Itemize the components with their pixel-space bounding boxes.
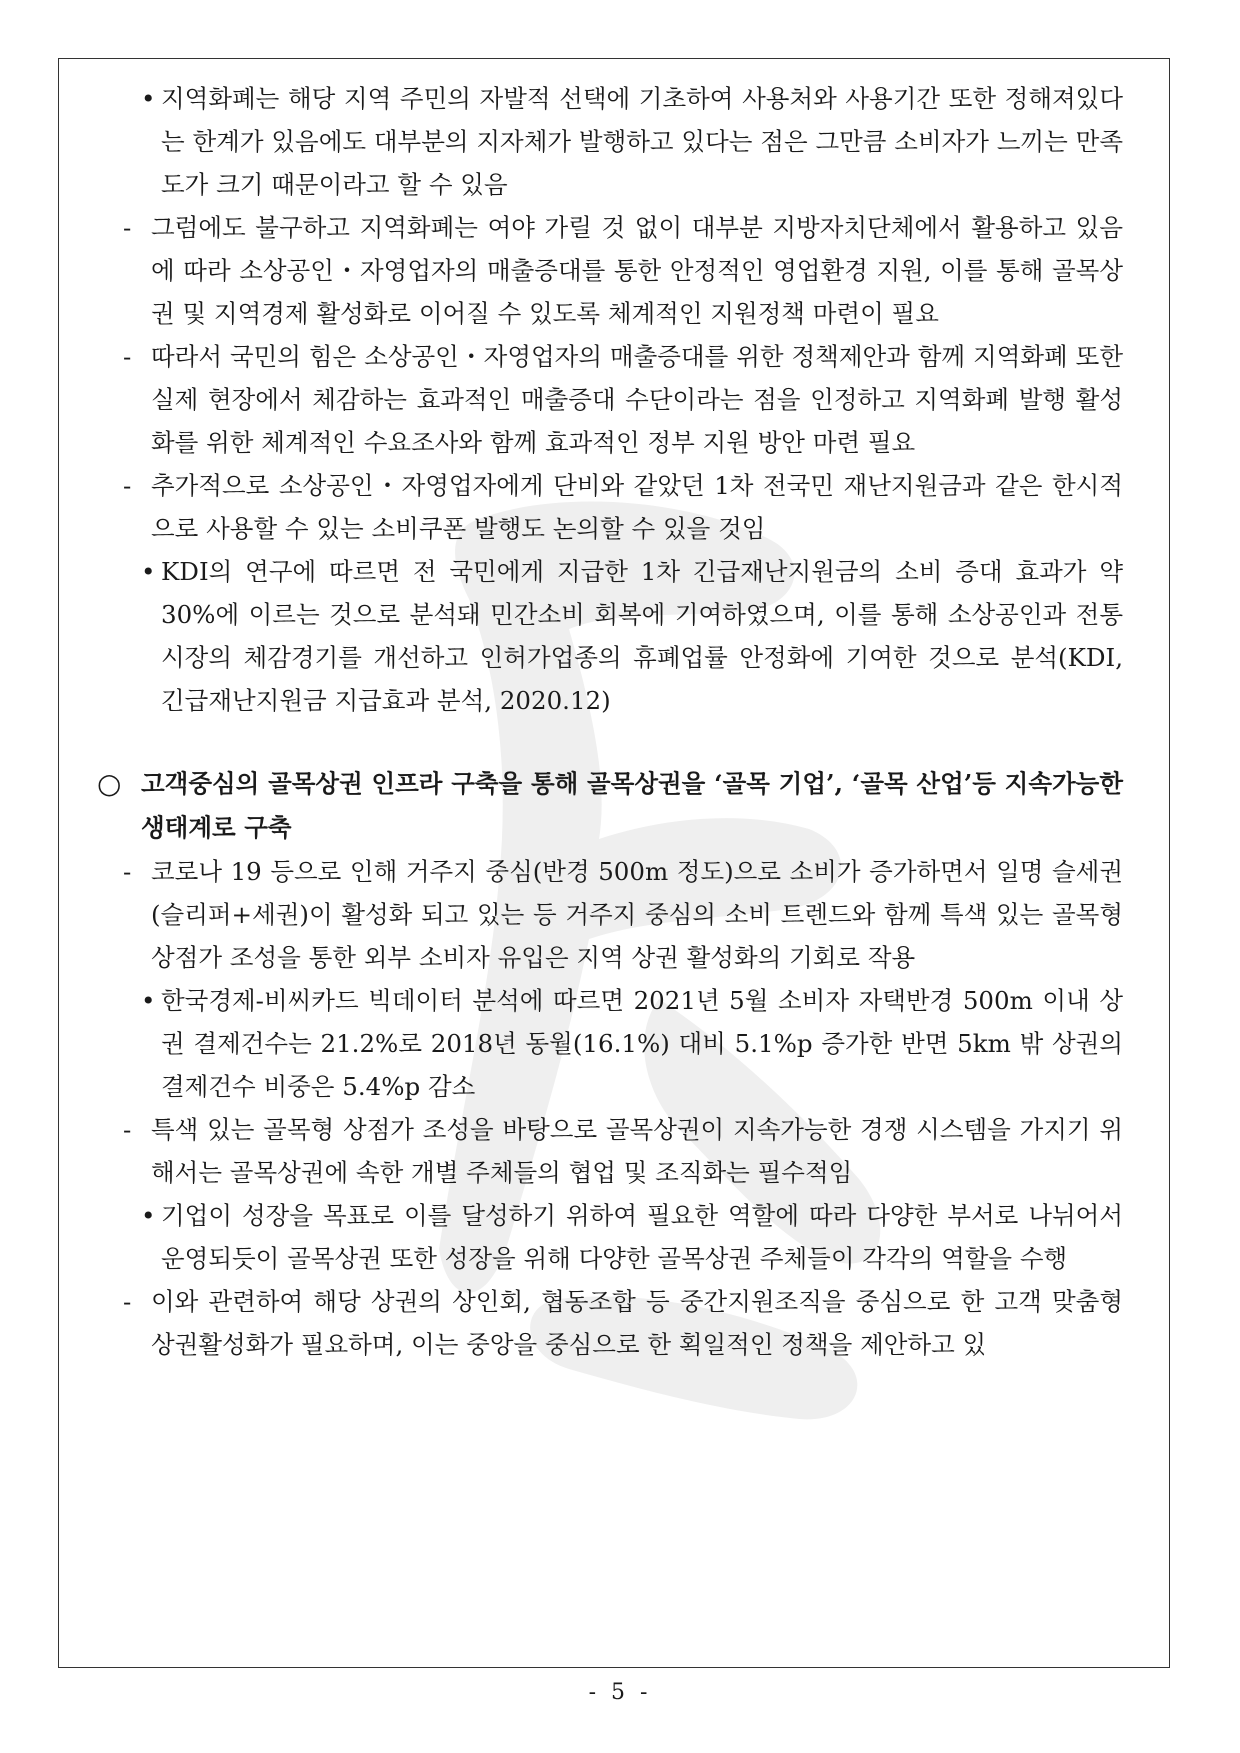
paragraph-text: 따라서 국민의 힘은 소상공인・자영업자의 매출증대를 위한 정책제안과 함께 지역화폐 또한 실제 현장에서 체감하는 효과적인 매출증대 수단이라는 점을 인정하고 지역화폐 발행 활성화를 위한 체계적인 수요조사와 함께 효과적인 정부 지원 방안 마련 필요 [151, 342, 1123, 457]
paragraph-text: 고객중심의 골목상권 인프라 구축을 통해 골목상권을 ‘골목 기업’, ‘골목 산업’등 지속가능한 생태계로 구축 [141, 769, 1123, 842]
dash-marker: - [123, 471, 132, 500]
dash-marker: - [123, 1115, 132, 1144]
bullet-marker: • [141, 986, 156, 1015]
section-heading [97, 762, 1123, 850]
bullet-item [141, 979, 1123, 1108]
paragraph-text: KDI의 연구에 따르면 전 국민에게 지급한 1차 긴급재난지원금의 소비 증대 효과가 약 30%에 이르는 것으로 분석돼 민간소비 회복에 기여하였으며, 이를 통해 소상공인과 전통시장의 체감경기를 개선하고 인허가업종의 휴폐업률 안정화에 기여한 것으로 분석(KDI, 긴급재난지원금 지급효과 분석, 2020.12) [161, 557, 1123, 715]
page-frame [58, 58, 1170, 1668]
page-number: - 5 - [588, 1680, 652, 1705]
bullet-marker: • [141, 84, 156, 113]
dash-item [123, 1108, 1123, 1194]
dash-marker: - [123, 1287, 132, 1316]
dash-item [123, 335, 1123, 464]
paragraph-text: 코로나 19 등으로 인해 거주지 중심(반경 500m 정도)으로 소비가 증가하면서 일명 슬세권(슬리퍼+세권)이 활성화 되고 있는 등 거주지 중심의 소비 트렌드와 함께 특색 있는 골목형 상점가 조성을 통한 외부 소비자 유입은 지역 상권 활성화의 기회로 작용 [151, 857, 1123, 972]
bullet-item [141, 550, 1123, 722]
paragraph-text: 한국경제-비씨카드 빅데이터 분석에 따르면 2021년 5월 소비자 자택반경 500m 이내 상권 결제건수는 21.2%로 2018년 동월(16.1%) 대비 5.1%p 증가한 반면 5km 밖 상권의 결제건수 비중은 5.4%p 감소 [161, 986, 1123, 1101]
paragraph-text: 추가적으로 소상공인・자영업자에게 단비와 같았던 1차 전국민 재난지원금과 같은 한시적으로 사용할 수 있는 소비쿠폰 발행도 논의할 수 있을 것임 [151, 471, 1123, 543]
bullet-item [141, 77, 1123, 206]
dash-item [123, 850, 1123, 979]
paragraph-text: 지역화폐는 해당 지역 주민의 자발적 선택에 기초하여 사용처와 사용기간 또한 정해져있다는 한계가 있음에도 대부분의 지자체가 발행하고 있다는 점은 그만큼 소비자가 느끼는 만족도가 크기 때문이라고 할 수 있음 [161, 84, 1123, 199]
document-body [59, 77, 1169, 1366]
paragraph-text: 이와 관련하여 해당 상권의 상인회, 협동조합 등 중간지원조직을 중심으로 한 고객 맞춤형 상권활성화가 필요하며, 이는 중앙을 중심으로 한 획일적인 정책을 제안하고 있 [151, 1287, 1123, 1359]
dash-item [123, 206, 1123, 335]
dash-marker: - [123, 213, 132, 242]
paragraph-text: 그럼에도 불구하고 지역화폐는 여야 가릴 것 없이 대부분 지방자치단체에서 활용하고 있음에 따라 소상공인・자영업자의 매출증대를 통한 안정적인 영업환경 지원, 이를 통해 골목상권 및 지역경제 활성화로 이어질 수 있도록 체계적인 지원정책 마련이 필요 [151, 213, 1123, 328]
circle-marker: ○ [97, 767, 122, 800]
dash-marker: - [123, 857, 132, 886]
dash-marker: - [123, 342, 132, 371]
dash-item [123, 464, 1123, 550]
paragraph-text: 특색 있는 골목형 상점가 조성을 바탕으로 골목상권이 지속가능한 경쟁 시스템을 가지기 위해서는 골목상권에 속한 개별 주체들의 협업 및 조직화는 필수적임 [151, 1115, 1123, 1187]
paragraph-text: 기업이 성장을 목표로 이를 달성하기 위하여 필요한 역할에 따라 다양한 부서로 나뉘어서 운영되듯이 골목상권 또한 성장을 위해 다양한 골목상권 주체들이 각각의 역할을 수행 [161, 1201, 1123, 1273]
dash-item [123, 1280, 1123, 1366]
bullet-marker: • [141, 557, 156, 586]
bullet-item [141, 1194, 1123, 1280]
bullet-marker: • [141, 1201, 156, 1230]
